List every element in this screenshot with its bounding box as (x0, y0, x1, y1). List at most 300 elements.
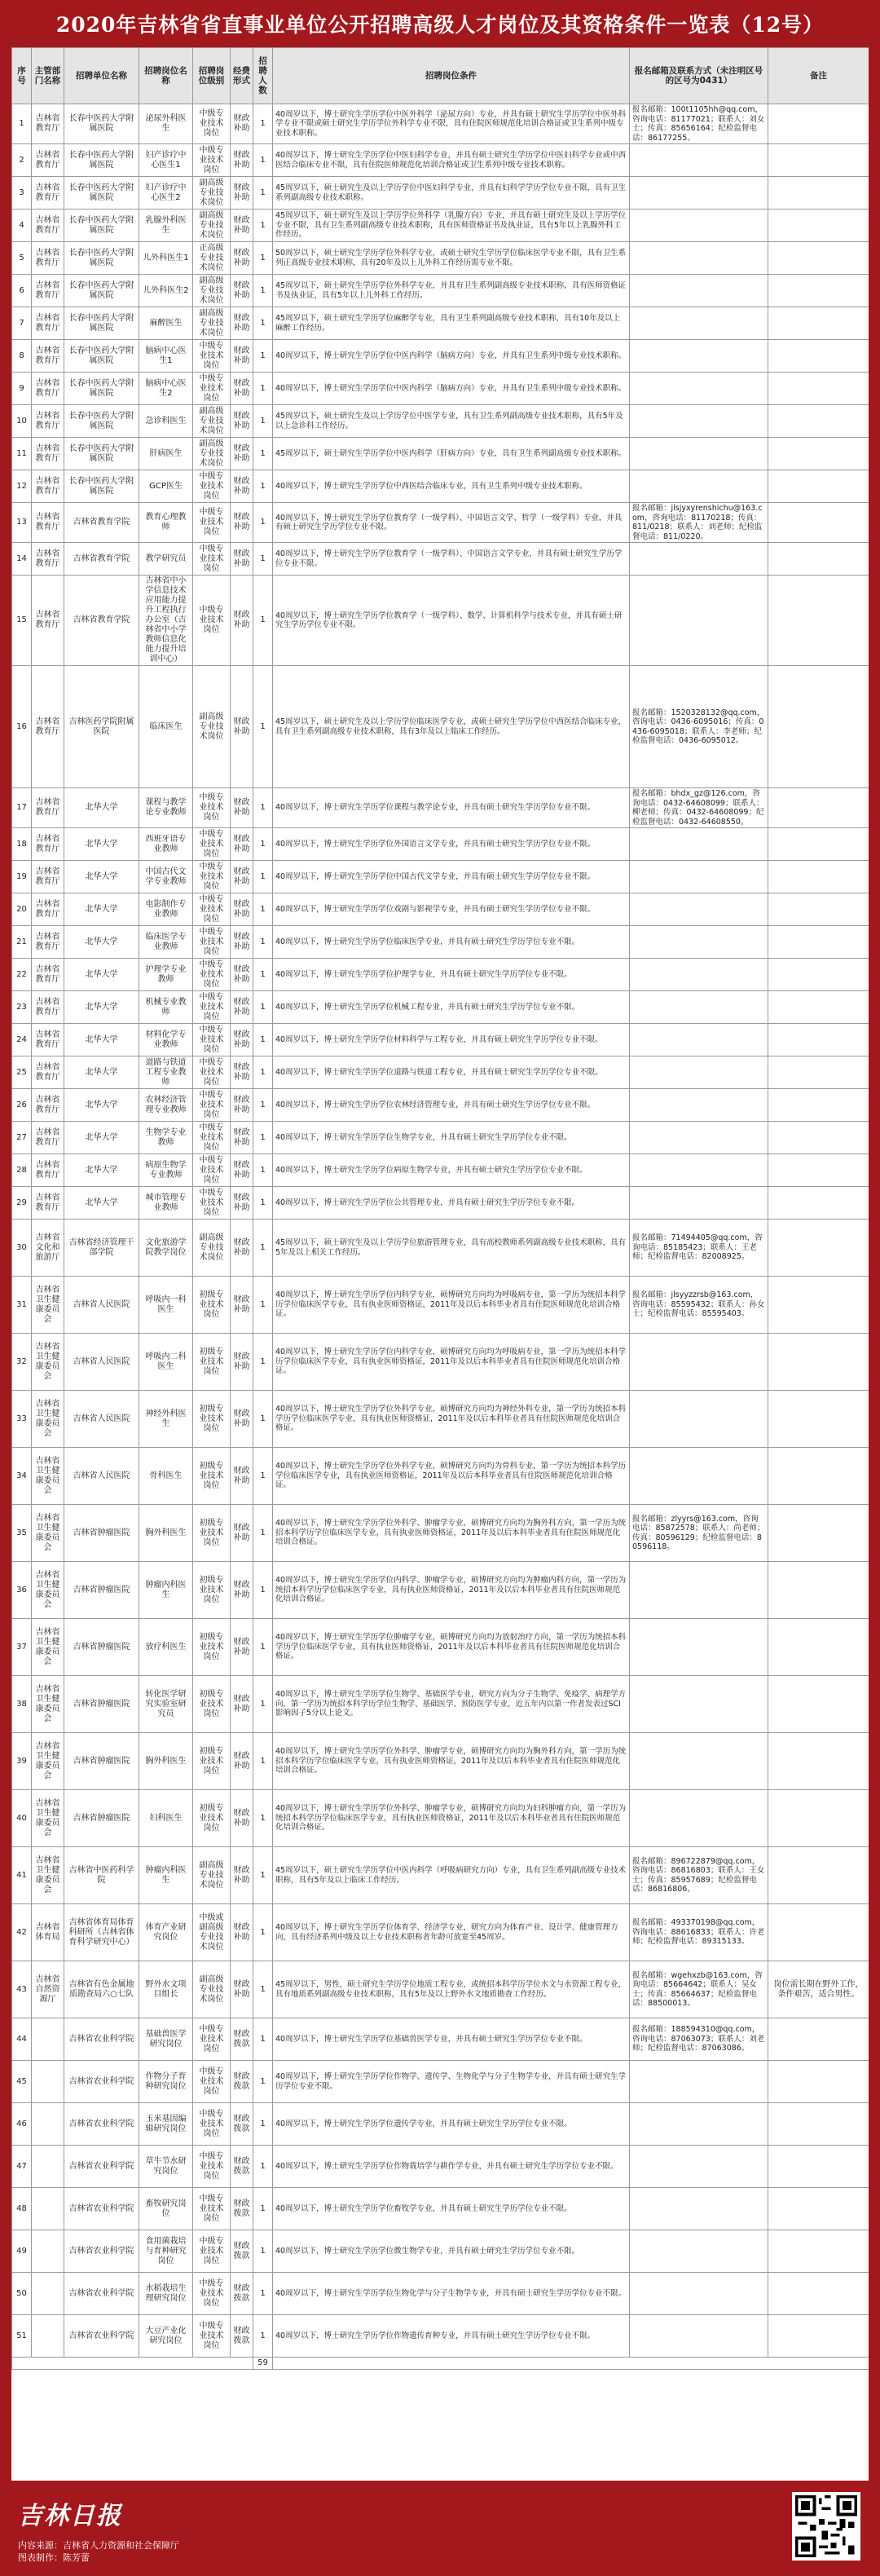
row-level: 中级专业技术岗位 (193, 959, 231, 991)
row-remark (768, 1733, 869, 1790)
row-count: 1 (253, 210, 273, 242)
row-unit: 长春中医药大学附属医院 (64, 275, 139, 307)
row-level: 初级专业技术岗位 (193, 1505, 231, 1562)
row-level: 中级专业技术岗位 (193, 2188, 231, 2230)
chart-editor: 图表制作：陈芳蕾 (18, 2552, 90, 2563)
header-level: 招聘岗位级别 (193, 48, 231, 104)
table-row (12, 503, 869, 543)
row-department: 吉林省自然资源厅 (32, 1961, 64, 2018)
row-unit: 吉林省农业科学院 (64, 2018, 139, 2061)
row-post: 食用菌栽培与育种研究岗位 (139, 2230, 193, 2273)
row-unit: 长春中医药大学附属医院 (64, 242, 139, 275)
row-number: 27 (12, 1122, 32, 1154)
row-conditions: 40周岁以下，博士研究生学历学位生物化学与分子生物学专业，并具有硕士研究生学历学位专业不限。 (273, 2273, 630, 2315)
row-post: 城市管理专业教师 (139, 1187, 193, 1220)
row-remark (768, 1122, 869, 1154)
row-department: 吉林省卫生健康委员会 (32, 1448, 64, 1505)
row-post: 儿外科医生2 (139, 275, 193, 307)
row-contact (630, 210, 768, 242)
row-number: 7 (12, 307, 32, 340)
table-row (12, 373, 869, 405)
row-funding: 财政补助 (231, 1904, 253, 1961)
table-row (12, 307, 869, 340)
row-number: 37 (12, 1619, 32, 1676)
row-department: 吉林省教育厅 (32, 1056, 64, 1089)
row-conditions: 40周岁以下，博士研究生学历学位公共管理专业，并具有硕士研究生学历学位专业不限。 (273, 1187, 630, 1220)
row-funding: 财政补助 (231, 405, 253, 438)
row-count: 1 (253, 1154, 273, 1187)
row-unit: 长春中医药大学附属医院 (64, 340, 139, 373)
row-unit: 吉林省农业科学院 (64, 2315, 139, 2358)
row-contact (630, 1024, 768, 1056)
row-number: 14 (12, 543, 32, 576)
row-department: 吉林省教育厅 (32, 1154, 64, 1187)
row-contact (630, 1676, 768, 1733)
row-unit: 吉林省教育学院 (64, 543, 139, 576)
table-row (12, 2018, 869, 2061)
row-unit: 北华大学 (64, 893, 139, 926)
row-unit: 吉林省教育学院 (64, 503, 139, 543)
row-funding: 财政补助 (231, 104, 253, 144)
row-unit: 长春中医药大学附属医院 (64, 470, 139, 503)
row-contact: 报名邮箱：jlsyyzzrsb@163.com，咨询电话：85595432；联系人：孙女士；纪检监督电话：85595403。 (630, 1277, 768, 1334)
row-conditions: 40周岁以下，博士研究生学历学位畜牧学专业，并具有硕士研究生学历学位专业不限。 (273, 2188, 630, 2230)
row-count: 1 (253, 2315, 273, 2358)
row-funding: 财政补助 (231, 1733, 253, 1790)
row-level: 初级专业技术岗位 (193, 1448, 231, 1505)
row-conditions: 40周岁以下，博士研究生学历学位机械工程专业，并具有硕士研究生学历学位专业不限。 (273, 991, 630, 1024)
row-remark (768, 144, 869, 177)
row-department: 吉林省卫生健康委员会 (32, 1847, 64, 1904)
row-number: 39 (12, 1733, 32, 1790)
row-contact (630, 2315, 768, 2358)
row-department: 吉林省卫生健康委员会 (32, 1562, 64, 1619)
row-number: 38 (12, 1676, 32, 1733)
row-level: 副高级专业技术岗位 (193, 666, 231, 788)
row-contact (630, 1790, 768, 1847)
row-contact (630, 1334, 768, 1391)
row-level: 中级专业技术岗位 (193, 2061, 231, 2103)
row-count: 1 (253, 503, 273, 543)
header-cond: 招聘岗位条件 (273, 48, 630, 104)
row-contact (630, 177, 768, 210)
table-row (12, 1562, 869, 1619)
row-funding: 财政补助 (231, 177, 253, 210)
row-number: 48 (12, 2188, 32, 2230)
table-container[interactable] (11, 47, 869, 2481)
row-unit: 长春中医药大学附属医院 (64, 307, 139, 340)
row-funding: 财政补助 (231, 666, 253, 788)
row-department: 吉林省教育厅 (32, 893, 64, 926)
row-department: 吉林省教育厅 (32, 1187, 64, 1220)
row-number: 4 (12, 210, 32, 242)
row-count: 1 (253, 340, 273, 373)
row-unit: 北华大学 (64, 1154, 139, 1187)
total-label-cell (12, 2358, 253, 2370)
row-post: 农林经济管理专业教师 (139, 1089, 193, 1122)
row-number: 50 (12, 2273, 32, 2315)
row-contact (630, 1056, 768, 1089)
row-post: 妇科医生 (139, 1790, 193, 1847)
row-remark (768, 1089, 869, 1122)
header-fund: 经费形式 (231, 48, 253, 104)
row-post: 野外水文项目组长 (139, 1961, 193, 2018)
row-unit: 吉林省中医药科学院 (64, 1847, 139, 1904)
row-post: GCP医生 (139, 470, 193, 503)
row-funding: 财政拨款 (231, 2103, 253, 2146)
row-post: 草牛节水研究岗位 (139, 2146, 193, 2188)
row-department (32, 2018, 64, 2061)
row-unit: 长春中医药大学附属医院 (64, 177, 139, 210)
row-conditions: 40周岁以下，博士研究生学历学位中西医结合临床专业，具有卫生系列中级专业技术职称。 (273, 470, 630, 503)
row-contact (630, 1733, 768, 1790)
row-conditions: 40周岁以下，博士研究生学历学位体育学、经济学专业，研究方向为体育产业、设计学、健康管理方向，具有经济系列中级及以上专业技术职称者年龄可放宽至45周岁。 (273, 1904, 630, 1961)
row-department: 吉林省教育厅 (32, 1122, 64, 1154)
header-num: 招聘人数 (253, 48, 273, 104)
row-remark (768, 242, 869, 275)
table-row (12, 1024, 869, 1056)
row-contact (630, 2273, 768, 2315)
row-number: 35 (12, 1505, 32, 1562)
qr-code-icon[interactable] (792, 2492, 860, 2561)
row-department: 吉林省教育厅 (32, 828, 64, 861)
row-number: 6 (12, 275, 32, 307)
row-count: 1 (253, 1733, 273, 1790)
table-row (12, 1676, 869, 1733)
row-remark (768, 2018, 869, 2061)
table-row (12, 1505, 869, 1562)
table-row (12, 1961, 869, 2018)
total-row (12, 2358, 869, 2370)
row-level: 初级专业技术岗位 (193, 1562, 231, 1619)
row-conditions: 40周岁以下，博士研究生学历学位作物栽培学与耕作学专业，并具有硕士研究生学历学位专业不限。 (273, 2146, 630, 2188)
row-post: 脑病中心医生2 (139, 373, 193, 405)
row-conditions: 40周岁以下，博士研究生学历学位外科学专业，硕博研究方向均为骨科专业，第一学历为统招本科学历学位临床医学专业，具有执业医师资格证，2011年及以后本科毕业者具有住院医师规范化培训合格证。 (273, 1448, 630, 1505)
row-count: 1 (253, 2230, 273, 2273)
row-number: 21 (12, 926, 32, 959)
row-count: 1 (253, 2018, 273, 2061)
row-department: 吉林省教育厅 (32, 959, 64, 991)
row-count: 1 (253, 1448, 273, 1505)
table-row (12, 959, 869, 991)
row-department: 吉林省卫生健康委员会 (32, 1676, 64, 1733)
row-unit: 吉林省肿瘤医院 (64, 1619, 139, 1676)
row-remark (768, 1187, 869, 1220)
row-remark (768, 861, 869, 893)
row-conditions: 40周岁以下，博士研究生学历学位作物学、遗传学、生物化学与分子生物学专业，并具有硕士研究生学历学位专业不限。 (273, 2061, 630, 2103)
row-contact (630, 1619, 768, 1676)
row-level: 初级专业技术岗位 (193, 1334, 231, 1391)
row-count: 1 (253, 1056, 273, 1089)
table-row (12, 1790, 869, 1847)
row-conditions: 40周岁以下，博士研究生学历学位材料科学与工程专业，并具有硕士研究生学历学位专业不限。 (273, 1024, 630, 1056)
row-conditions: 40周岁以下，博士研究生学历学位外国语言文学专业，并具有硕士研究生学历学位专业不限。 (273, 828, 630, 861)
row-number: 12 (12, 470, 32, 503)
row-conditions: 40周岁以下，博士研究生学历学位教育学（一级学科）、数学、计算机科学与技术专业，并具有硕士研究生学历学位专业不限。 (273, 576, 630, 666)
row-funding: 财政补助 (231, 1562, 253, 1619)
row-level: 副高级专业技术岗位 (193, 1847, 231, 1904)
row-contact: 报名邮箱：wgehxzb@163.com，咨询电话：85664642；联系人：吴女士；传真：85664637；纪检监督电话：88500013。 (630, 1961, 768, 2018)
row-count: 1 (253, 893, 273, 926)
row-level: 中级专业技术岗位 (193, 340, 231, 373)
row-number: 20 (12, 893, 32, 926)
row-remark (768, 1505, 869, 1562)
row-conditions: 40周岁以下，博士研究生学历学位教育学（一级学科）、中国语言文学专业，并具有硕士研究生学历学位专业不限。 (273, 543, 630, 576)
row-count: 1 (253, 1122, 273, 1154)
row-post: 乳腺外科医生 (139, 210, 193, 242)
row-post: 临床医生 (139, 666, 193, 788)
row-funding: 财政拨款 (231, 2273, 253, 2315)
row-post: 基础兽医学研究岗位 (139, 2018, 193, 2061)
row-unit: 北华大学 (64, 1122, 139, 1154)
row-count: 1 (253, 1619, 273, 1676)
row-post: 畜牧研究岗位 (139, 2188, 193, 2230)
row-level: 中级专业技术岗位 (193, 926, 231, 959)
row-post: 电影制作专业教师 (139, 893, 193, 926)
row-number: 1 (12, 104, 32, 144)
table-row (12, 1847, 869, 1904)
row-funding: 财政补助 (231, 1122, 253, 1154)
table-row (12, 2230, 869, 2273)
row-post: 材料化学专业教师 (139, 1024, 193, 1056)
row-conditions: 40周岁以下，博士研究生学历学位戏剧与影视学专业，并具有硕士研究生学历学位专业不限。 (273, 893, 630, 926)
row-number: 18 (12, 828, 32, 861)
row-department: 吉林省卫生健康委员会 (32, 1505, 64, 1562)
title-banner (0, 0, 880, 47)
row-contact (630, 1187, 768, 1220)
row-department (32, 2103, 64, 2146)
row-contact (630, 242, 768, 275)
row-level: 中级专业技术岗位 (193, 104, 231, 144)
row-funding: 财政补助 (231, 144, 253, 177)
row-number: 17 (12, 788, 32, 828)
row-level: 中级专业技术岗位 (193, 1154, 231, 1187)
row-level: 副高级专业技术岗位 (193, 1961, 231, 2018)
row-funding: 财政拨款 (231, 2188, 253, 2230)
row-contact (630, 2061, 768, 2103)
row-unit: 吉林省人民医院 (64, 1277, 139, 1334)
table-row (12, 893, 869, 926)
row-contact (630, 991, 768, 1024)
row-unit: 长春中医药大学附属医院 (64, 104, 139, 144)
row-remark (768, 1790, 869, 1847)
row-department: 吉林省教育厅 (32, 275, 64, 307)
row-department: 吉林省教育厅 (32, 503, 64, 543)
row-remark (768, 959, 869, 991)
row-funding: 财政补助 (231, 470, 253, 503)
row-number: 44 (12, 2018, 32, 2061)
row-count: 1 (253, 1024, 273, 1056)
row-department: 吉林省卫生健康委员会 (32, 1334, 64, 1391)
row-level: 中级专业技术岗位 (193, 503, 231, 543)
row-remark (768, 1056, 869, 1089)
row-department: 吉林省教育厅 (32, 210, 64, 242)
total-spacer (273, 2358, 869, 2370)
row-unit: 长春中医药大学附属医院 (64, 144, 139, 177)
row-post: 机械专业教师 (139, 991, 193, 1024)
row-contact (630, 893, 768, 926)
row-unit: 吉林省农业科学院 (64, 2273, 139, 2315)
row-contact (630, 373, 768, 405)
row-funding: 财政补助 (231, 1187, 253, 1220)
table-row (12, 1391, 869, 1448)
row-level: 副高级专业技术岗位 (193, 210, 231, 242)
row-remark (768, 1154, 869, 1187)
row-funding: 财政补助 (231, 340, 253, 373)
row-department (32, 2188, 64, 2230)
row-level: 副高级专业技术岗位 (193, 307, 231, 340)
row-post: 神经外科医生 (139, 1391, 193, 1448)
table-row (12, 828, 869, 861)
row-unit: 北华大学 (64, 861, 139, 893)
row-level: 中级专业技术岗位 (193, 788, 231, 828)
row-remark (768, 1024, 869, 1056)
row-contact (630, 828, 768, 861)
row-count: 1 (253, 275, 273, 307)
row-post: 西班牙语专业教师 (139, 828, 193, 861)
row-count: 1 (253, 1505, 273, 1562)
row-conditions: 45周岁以下，男性，硕士研究生学历学位地质工程专业，或统招本科学历学位水文与水资源工程专业，具有地质系列副高级专业技术职称，具有5年及以上野外水文地质勘查工作经历。 (273, 1961, 630, 2018)
row-unit: 吉林省肿瘤医院 (64, 1562, 139, 1619)
row-number: 32 (12, 1334, 32, 1391)
row-funding: 财政补助 (231, 893, 253, 926)
row-department (32, 2273, 64, 2315)
row-conditions: 40周岁以下，博士研究生学历学位课程与教学论专业，并具有硕士研究生学历学位专业不限。 (273, 788, 630, 828)
table-row (12, 861, 869, 893)
row-post: 肿瘤内科医生 (139, 1562, 193, 1619)
row-post: 教学研究员 (139, 543, 193, 576)
row-funding: 财政补助 (231, 1154, 253, 1187)
header-post: 招聘岗位名称 (139, 48, 193, 104)
row-conditions: 40周岁以下，博士研究生学历学位外科学、肿瘤学专业，硕博研究方向均为妇科肿瘤方向，第一学历为统招本科学历学位临床医学专业，具有执业医师资格证，2011年及以后本科毕业者具有住院医师规范化培训合格证。 (273, 1790, 630, 1847)
header-unit: 招聘单位名称 (64, 48, 139, 104)
row-funding: 财政补助 (231, 1448, 253, 1505)
row-contact (630, 1562, 768, 1619)
row-department: 吉林省教育厅 (32, 861, 64, 893)
row-post: 水稻栽培生理研究岗位 (139, 2273, 193, 2315)
row-contact (630, 959, 768, 991)
row-contact: 报名邮箱：1520328132@qq.com，咨询电话：0436-6095016；传真：0436-6095018；联系人：李老师；纪检监督电话：0436-6095012。 (630, 666, 768, 788)
row-count: 1 (253, 1961, 273, 2018)
table-row (12, 1122, 869, 1154)
row-funding: 财政补助 (231, 1961, 253, 2018)
row-funding: 财政补助 (231, 1391, 253, 1448)
row-department: 吉林省卫生健康委员会 (32, 1391, 64, 1448)
row-post: 病原生物学专业教师 (139, 1154, 193, 1187)
row-count: 1 (253, 2103, 273, 2146)
row-funding: 财政补助 (231, 1505, 253, 1562)
row-level: 初级专业技术岗位 (193, 1277, 231, 1334)
row-post: 大豆产业化研究岗位 (139, 2315, 193, 2358)
row-post: 肝病医生 (139, 438, 193, 470)
row-number: 23 (12, 991, 32, 1024)
row-department: 吉林省教育厅 (32, 1024, 64, 1056)
row-department (32, 2061, 64, 2103)
row-conditions: 40周岁以下，博士研究生学历学位中医内科学（脑病方向）专业，并具有卫生系列中级专业技术职称。 (273, 340, 630, 373)
row-level: 中级专业技术岗位 (193, 893, 231, 926)
row-remark (768, 210, 869, 242)
row-post: 护理学专业教师 (139, 959, 193, 991)
row-department: 吉林省教育厅 (32, 470, 64, 503)
row-number: 42 (12, 1904, 32, 1961)
row-conditions: 45周岁以下，硕士研究生及以上学历学位中医妇科学专业，并具有妇科学学历学位专业不限，具有卫生系列副高级专业技术职称。 (273, 177, 630, 210)
row-funding: 财政补助 (231, 1676, 253, 1733)
row-funding: 财政补助 (231, 1056, 253, 1089)
row-unit: 吉林省经济管理干部学院 (64, 1220, 139, 1277)
row-post: 中国古代文学专业教师 (139, 861, 193, 893)
footer-banner (0, 2481, 880, 2576)
row-remark (768, 2315, 869, 2358)
row-count: 1 (253, 373, 273, 405)
row-funding: 财政拨款 (231, 2230, 253, 2273)
table-row (12, 1187, 869, 1220)
table-row (12, 543, 869, 576)
row-unit: 吉林省体育局体育科研所（吉林省体育科学研究中心） (64, 1904, 139, 1961)
row-department: 吉林省教育厅 (32, 242, 64, 275)
row-conditions: 40周岁以下，博士研究生学历学位外科学专业，硕博研究方向均为神经外科专业，第一学历为统招本科学历学位临床医学专业，具有执业医师资格证，2011年及以后本科毕业者具有住院医师规范化培训合格证。 (273, 1391, 630, 1448)
row-number: 22 (12, 959, 32, 991)
row-funding: 财政补助 (231, 373, 253, 405)
row-level: 中级专业技术岗位 (193, 2018, 231, 2061)
row-contact (630, 861, 768, 893)
row-remark (768, 893, 869, 926)
row-funding: 财政补助 (231, 926, 253, 959)
table-row (12, 1220, 869, 1277)
row-contact: 报名邮箱：896722879@qq.com，咨询电话：86816803；联系人：王女士；传真：85957689；纪检监督电话：86816806。 (630, 1847, 768, 1904)
table-row (12, 2188, 869, 2230)
row-post: 急诊科医生 (139, 405, 193, 438)
row-number: 5 (12, 242, 32, 275)
row-conditions: 40周岁以下，博士研究生学历学位肿瘤学专业，硕博研究方向均为放射治疗方向，第一学历为统招本科学历学位临床医学专业，具有执业医师资格证，2011年及以后本科毕业者具有住院医师规范化培训合格证。 (273, 1619, 630, 1676)
row-remark (768, 405, 869, 438)
row-department: 吉林省教育厅 (32, 926, 64, 959)
row-department: 吉林省教育厅 (32, 104, 64, 144)
row-unit: 吉林省教育学院 (64, 576, 139, 666)
row-count: 1 (253, 470, 273, 503)
row-unit: 吉林省农业科学院 (64, 2103, 139, 2146)
row-remark (768, 2061, 869, 2103)
row-remark (768, 1448, 869, 1505)
row-count: 1 (253, 1089, 273, 1122)
table-row (12, 1334, 869, 1391)
row-unit: 长春中医药大学附属医院 (64, 373, 139, 405)
row-remark (768, 373, 869, 405)
row-conditions: 40周岁以下，博士研究生学历学位生物学专业，并具有硕士研究生学历学位专业不限。 (273, 1122, 630, 1154)
row-level: 初级专业技术岗位 (193, 1391, 231, 1448)
row-department: 吉林省教育厅 (32, 991, 64, 1024)
table-row (12, 2146, 869, 2188)
row-conditions: 40周岁以下，博士研究生学历学位内科学专业，硕博研究方向均为呼吸病专业，第一学历为统招本科学历学位临床医学专业，具有执业医师资格证，2011年及以后本科毕业者具有住院医师规范化培训合格证。 (273, 1334, 630, 1391)
row-unit: 吉林省农业科学院 (64, 2061, 139, 2103)
row-department: 吉林省卫生健康委员会 (32, 1733, 64, 1790)
row-unit: 吉林省农业科学院 (64, 2188, 139, 2230)
row-remark (768, 1562, 869, 1619)
row-contact (630, 1448, 768, 1505)
row-contact (630, 1122, 768, 1154)
table-row (12, 788, 869, 828)
row-department: 吉林省教育厅 (32, 1089, 64, 1122)
row-funding: 财政拨款 (231, 2315, 253, 2358)
row-level: 副高级专业技术岗位 (193, 405, 231, 438)
row-contact (630, 1154, 768, 1187)
table-header-row (12, 48, 869, 104)
header-remark: 备注 (768, 48, 869, 104)
row-funding: 财政补助 (231, 1277, 253, 1334)
row-number: 34 (12, 1448, 32, 1505)
row-contact: 报名邮箱：bhdx_gz@126.com，咨询电话：0432-64608099；联系人：柳老师；传真：0432-64608099；纪检监督电话：0432-64608550。 (630, 788, 768, 828)
row-department (32, 2146, 64, 2188)
table-row (12, 1904, 869, 1961)
